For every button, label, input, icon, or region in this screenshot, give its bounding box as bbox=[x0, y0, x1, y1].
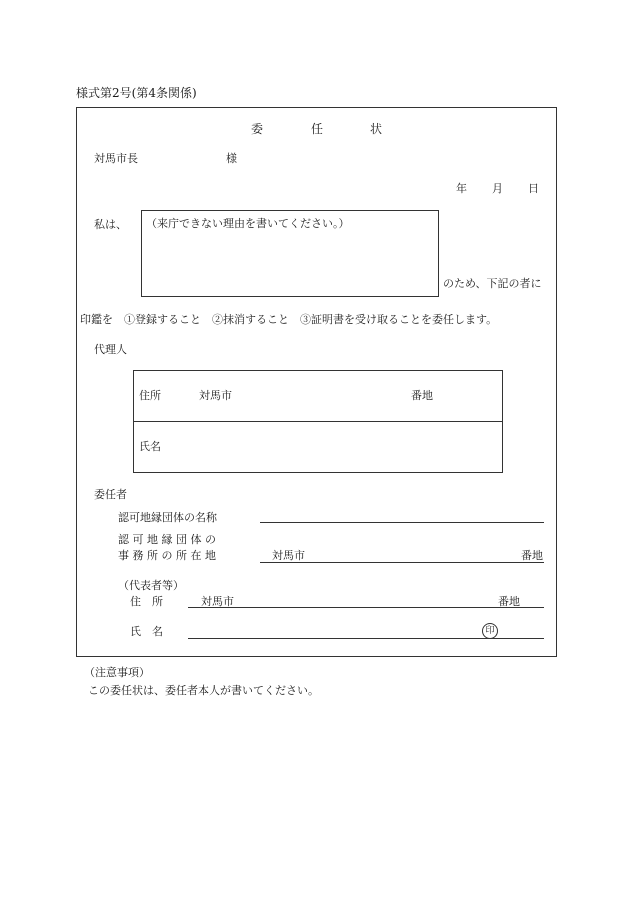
rep-address-suffix: 番地 bbox=[498, 595, 520, 608]
date-year-label: 年 bbox=[456, 182, 467, 195]
notes-text: この委任状は、委任者本人が書いてください。 bbox=[88, 684, 319, 697]
form-number: 様式第2号(第4条関係) bbox=[76, 86, 197, 100]
agent-address-suffix: 番地 bbox=[411, 389, 433, 402]
date-day-label: 日 bbox=[528, 182, 539, 195]
agent-heading: 代理人 bbox=[94, 343, 127, 356]
reason-prefix: 私は、 bbox=[94, 218, 127, 231]
principal-heading: 委任者 bbox=[94, 488, 127, 501]
org-name-field[interactable] bbox=[260, 522, 544, 523]
agent-name-label: 氏名 bbox=[139, 440, 161, 453]
rep-name-label: 氏 名 bbox=[130, 625, 163, 638]
rep-address-city: 対馬市 bbox=[201, 595, 234, 608]
title-char-1: 委 bbox=[251, 122, 264, 136]
agent-divider bbox=[134, 421, 502, 422]
reason-suffix: のため、下記の者に bbox=[443, 277, 542, 290]
seal-mark-icon: 印 bbox=[482, 623, 498, 639]
delegation-text: 印鑑を ①登録すること ②抹消すること ③証明書を受け取ることを委任します。 bbox=[80, 313, 498, 326]
org-address-label-line1: 認 可 地 縁 団 体 の bbox=[118, 533, 216, 546]
title-char-2: 任 bbox=[311, 122, 324, 136]
notes-heading: （注意事項） bbox=[84, 666, 150, 679]
org-address-suffix: 番地 bbox=[521, 549, 543, 562]
date-month-label: 月 bbox=[492, 182, 503, 195]
agent-name-field[interactable] bbox=[184, 429, 484, 463]
reason-field[interactable] bbox=[141, 210, 439, 297]
rep-name-field[interactable] bbox=[188, 638, 544, 639]
agent-box bbox=[133, 370, 503, 473]
org-address-label-line2: 事 務 所 の 所 在 地 bbox=[118, 549, 216, 562]
agent-address-city: 対馬市 bbox=[199, 389, 232, 402]
representative-heading: （代表者等） bbox=[118, 579, 184, 592]
reason-instruction: （来庁できない理由を書いてください。） bbox=[146, 217, 350, 230]
rep-address-field[interactable] bbox=[188, 607, 544, 608]
org-name-label: 認可地縁団体の名称 bbox=[118, 511, 217, 524]
agent-address-field[interactable] bbox=[244, 381, 404, 411]
org-address-field[interactable] bbox=[260, 562, 544, 563]
addressee-name: 対馬市長 bbox=[94, 152, 138, 165]
org-address-city: 対馬市 bbox=[272, 549, 305, 562]
addressee-honorific: 様 bbox=[226, 152, 237, 165]
title-char-3: 状 bbox=[370, 122, 383, 136]
rep-address-label: 住 所 bbox=[130, 595, 163, 608]
agent-address-label: 住所 bbox=[139, 389, 161, 402]
